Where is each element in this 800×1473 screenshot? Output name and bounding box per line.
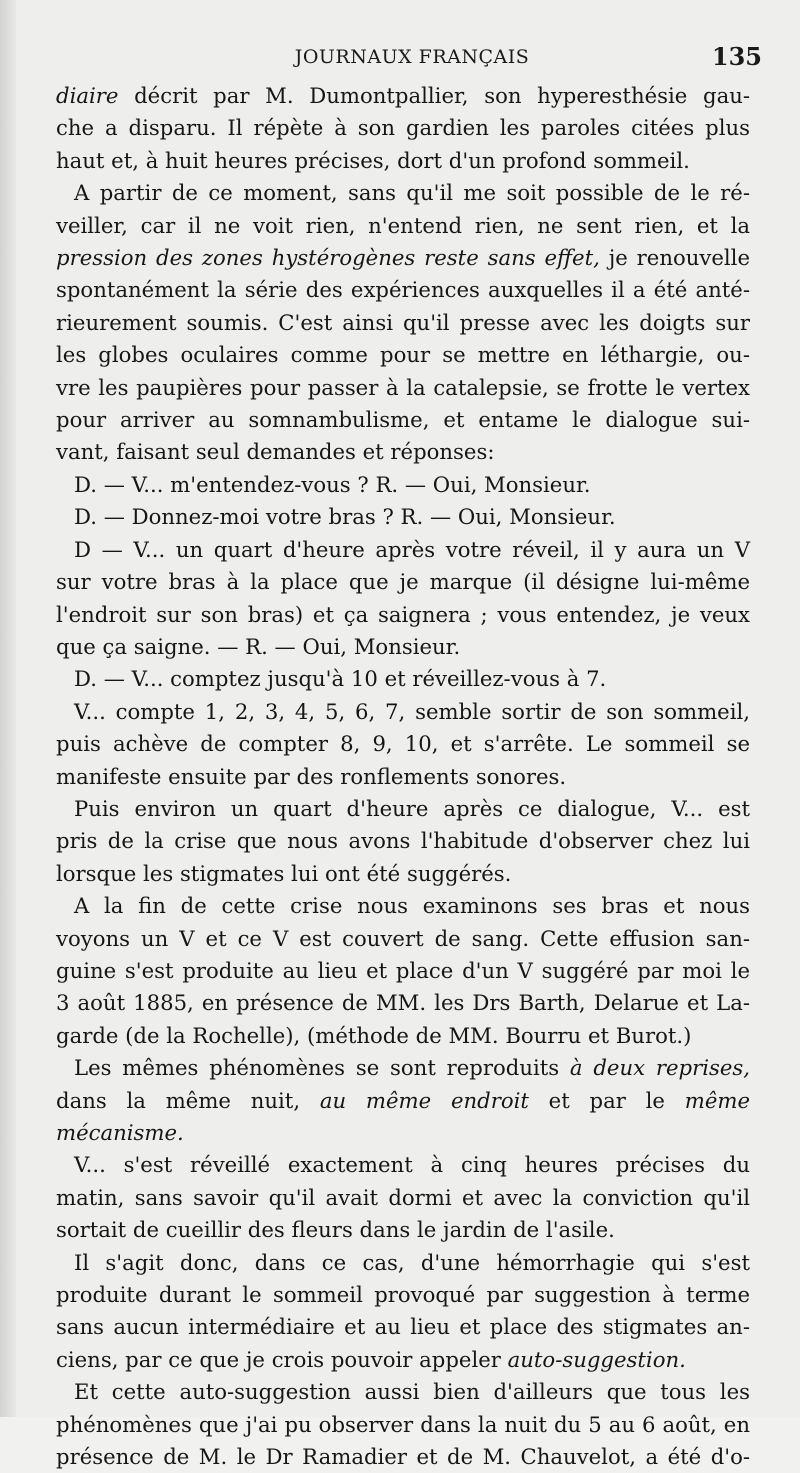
text-line (56, 1020, 750, 1052)
text-line (56, 987, 750, 1019)
paragraph-p2 (56, 177, 750, 469)
paragraph-p7 (56, 1149, 750, 1246)
text-span: rieurement soumis. C'est ainsi qu'il presse avec les doigts sur (56, 309, 750, 335)
text-line (56, 242, 750, 274)
text-line (56, 696, 750, 728)
text-span: phénomènes que j'ai pu observer dans la nuit du 5 au 6 août, en (56, 1411, 750, 1437)
text-span: puis achève de compter 8, 9, 10, et s'arrête. Le sommeil se (56, 731, 750, 757)
text-line (56, 534, 750, 566)
text-line (56, 631, 750, 663)
paragraph-p9 (56, 1376, 750, 1473)
paragraph-p5 (56, 890, 750, 1052)
text-span: A partir de ce moment, sans qu'il me soit possible de le ré- (74, 180, 750, 206)
text-span: vant, faisant seul demandes et réponses: (56, 439, 495, 465)
text-line (56, 177, 750, 209)
text-line (56, 469, 750, 501)
text-line (56, 1311, 750, 1343)
text-span: et par le (528, 1087, 685, 1113)
text-line (56, 1085, 750, 1150)
text-span: D. — Donnez-moi votre bras ? R. — Oui, Monsieur. (74, 504, 616, 530)
text-span: sans aucun intermédiaire et au lieu et place des stigmates an- (56, 1314, 750, 1340)
italic-text: pression des zones hystérogènes reste sans effet, (56, 245, 600, 271)
text-line (56, 566, 750, 598)
text-span: présence de M. le Dr Ramadier et de M. Chauvelot, a été d'o- (56, 1444, 750, 1470)
text-line (56, 501, 750, 533)
text-span: pour arriver au somnambulisme, et entame le dialogue sui- (56, 407, 750, 433)
text-line (56, 728, 750, 760)
text-line (56, 1214, 750, 1246)
italic-text: au même endroit (319, 1087, 529, 1113)
text-line (56, 825, 750, 857)
text-line (56, 112, 750, 144)
text-line (56, 858, 750, 890)
text-span: A la fin de cette crise nous examinons ses bras et nous (74, 893, 750, 919)
text-span: V... compte 1, 2, 3, 4, 5, 6, 7, semble sortir de son sommeil, (74, 698, 750, 724)
text-line (56, 339, 750, 371)
text-span: Et cette auto-suggestion aussi bien d'ailleurs que tous les (74, 1379, 750, 1405)
text-line (56, 1376, 750, 1408)
text-span: que ça saigne. — R. — Oui, Monsieur. (56, 633, 461, 659)
text-span: Puis environ un quart d'heure après ce dialogue, V... est (74, 795, 750, 821)
paragraph-d4 (56, 663, 750, 695)
text-span: pris de la crise que nous avons l'habitude d'observer chez lui (56, 828, 750, 854)
text-span: V... s'est réveillé exactement à cinq heures précises du (74, 1152, 750, 1178)
text-span: haut et, à huit heures précises, dort d'un profond sommeil. (56, 147, 690, 173)
text-span: produite durant le sommeil provoqué par suggestion à terme (56, 1282, 750, 1308)
text-span: D — V... un quart d'heure après votre réveil, il y aura un V (74, 536, 750, 562)
text-line (56, 1149, 750, 1181)
italic-text: auto-suggestion. (507, 1346, 686, 1372)
italic-text: diaire (56, 83, 119, 108)
text-line (56, 274, 750, 306)
text-line (56, 145, 750, 177)
text-span: sur votre bras à la place que je marque (il désigne lui-même (56, 569, 750, 595)
text-line (56, 1279, 750, 1311)
text-span: lorsque les stigmates lui ont été suggérés. (56, 860, 512, 886)
text-span: veiller, car il ne voit rien, n'entend rien, ne sent rien, et la (56, 212, 750, 238)
text-line (56, 404, 750, 436)
text-span: vre les paupières pour passer à la catalepsie, se frotte le vertex (56, 374, 750, 400)
text-line (56, 210, 750, 242)
text-span: matin, sans savoir qu'il avait dormi et avec la conviction qu'il (56, 1184, 750, 1210)
text-line (56, 1409, 750, 1441)
text-span: l'endroit sur son bras) et ça saignera ; vous entendez, je veux (56, 601, 750, 627)
running-head: JOURNAUX FRANÇAIS (294, 46, 530, 68)
text-span: je renouvelle (599, 245, 750, 271)
italic-text: même mécanisme. (56, 1087, 750, 1145)
paragraph-p8 (56, 1247, 750, 1377)
text-span: D. — V... m'entendez-vous ? R. — Oui, Monsieur. (74, 471, 591, 497)
text-line (56, 307, 750, 339)
text-span: manifeste ensuite par des ronflements sonores. (56, 763, 567, 789)
text-span: che a disparu. Il répète à son gardien les paroles citées plus (56, 115, 750, 141)
text-line (56, 372, 750, 404)
text-line (56, 80, 750, 112)
text-span: dans la même nuit, (56, 1087, 320, 1113)
page-header (62, 42, 762, 76)
text-line (56, 890, 750, 922)
paragraph-p6 (56, 1052, 750, 1149)
text-span: garde (de la Rochelle), (méthode de MM. Bourru et Burot.) (56, 1022, 692, 1048)
paragraph-d3 (56, 534, 750, 664)
text-line (56, 599, 750, 631)
text-line (56, 761, 750, 793)
text-line (56, 1182, 750, 1214)
paragraph-p3 (56, 696, 750, 793)
text-span: D. — V... comptez jusqu'à 10 et réveillez-vous à 7. (74, 666, 607, 692)
text-line (56, 1247, 750, 1279)
text-line (56, 1344, 750, 1376)
italic-text: à deux reprises, (569, 1055, 750, 1081)
paragraph-d2 (56, 501, 750, 533)
text-span: voyons un V et ce V est couvert de sang. Cette effusion san- (56, 925, 750, 951)
paragraph-p1 (56, 80, 750, 177)
text-span: les globes oculaires comme pour se mettre en léthargie, ou- (56, 342, 750, 368)
text-line (56, 1441, 750, 1473)
paragraph-d1 (56, 469, 750, 501)
text-line (56, 923, 750, 955)
body-text (56, 80, 750, 1473)
text-span: Les mêmes phénomènes se sont reproduits (74, 1055, 570, 1081)
text-line (56, 663, 750, 695)
page-number: 135 (711, 42, 762, 71)
paragraph-p4 (56, 793, 750, 890)
text-span: guine s'est produite au lieu et place d'un V suggéré par moi le (56, 957, 750, 983)
text-line (56, 793, 750, 825)
text-line (56, 1052, 750, 1084)
text-span: sortait de cueillir des fleurs dans le jardin de l'asile. (56, 1217, 615, 1243)
text-line (56, 955, 750, 987)
text-span: Il s'agit donc, dans ce cas, d'une hémorrhagie qui s'est (74, 1249, 750, 1275)
text-span: décrit par M. Dumontpallier, son hyperesthésie gau- (118, 83, 750, 108)
text-span: 3 août 1885, en présence de MM. les Drs Barth, Delarue et La- (56, 990, 750, 1016)
text-span: spontanément la série des expériences auxquelles il a été anté- (56, 277, 750, 303)
page-binding-edge (0, 0, 16, 1417)
text-span: ciens, par ce que je crois pouvoir appeler (56, 1346, 508, 1372)
text-line (56, 436, 750, 468)
